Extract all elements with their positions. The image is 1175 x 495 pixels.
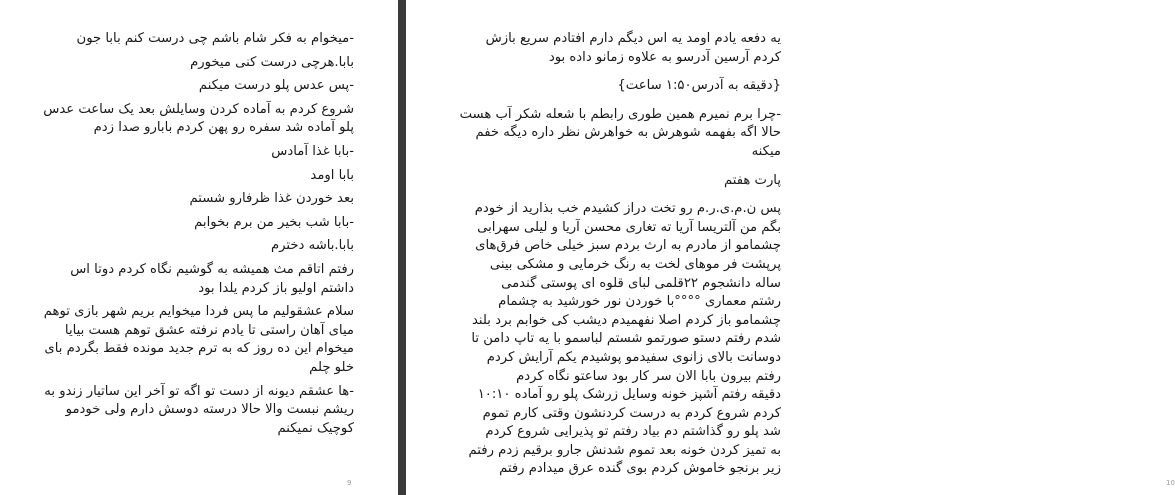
paragraph [20, 30, 354, 49]
text-line: بابا اومد [310, 167, 354, 183]
text-line: شروع کردم به آماده کردن وسایلش بعد یک ساعت عدس [43, 101, 354, 117]
text-line: -بابا شب بخیر من برم بخوابم [194, 214, 354, 230]
paragraph [440, 30, 781, 67]
text-line: -بابا غذا آمادس [271, 143, 354, 159]
left-page-number: 9 [347, 479, 352, 487]
text-line: زیر برنجو خاموش کردم بوی گنده عرق میدادم رفتم [499, 461, 781, 477]
text-line: شدم رفتم دستو صورتمو شستم لباسمو با یه تاپ دامن تا [471, 331, 781, 347]
paragraph [440, 172, 781, 191]
text-line: ریشم نبست والا حالا درسته دوسش دارم ولی خودمو [65, 402, 354, 418]
left-page-text [20, 30, 354, 438]
paragraph [20, 101, 354, 138]
paragraph [440, 77, 781, 96]
text-line: -پس عدس پلو درست میکنم [198, 78, 354, 94]
text-line: خلو چلم [309, 359, 354, 375]
paragraph [20, 383, 354, 439]
text-line: کردم شروع کردم به درست کردنشون وقتی کارم تموم [482, 405, 781, 421]
paragraph [20, 143, 354, 162]
text-line: بعد خوردن غذا ظرفارو شستم [189, 191, 354, 207]
paragraph [20, 237, 354, 256]
text-line: سلام عشقولیم ما پس فردا میخوایم بریم شهر بازی توهم [43, 304, 354, 320]
text-line: -ها عشقم دیونه از دست تو اگه تو آخر این ساتیار زندو به [44, 383, 354, 399]
text-line: -چرا برم نمیرم همین طوری رابطم با شعله شکر آب هست [459, 106, 781, 122]
right-page [406, 0, 1175, 495]
text-line: میای آهان راستی تا یادم نرفته عشق توهم هست بیایا [64, 322, 354, 338]
text-line: چشمامو باز کردم اصلا نفهمیدم دیشب کی خوابم برد بلند [471, 312, 781, 328]
text-line: شد پلو رو گذاشتم دم بیاد رفتم تو پذیرایی شروع کردم [485, 424, 781, 440]
paragraph [20, 167, 354, 186]
text-line: بابا.هرچی درست کنی میخورم [190, 54, 354, 70]
paragraph [20, 303, 354, 377]
text-line: بگم من آلتریسا آریا ته تغاری محسن آریا و لیلی سهرابی [477, 219, 781, 235]
paragraph [20, 214, 354, 233]
text-line: پلو آماده شد سفره رو پهن کردم بابارو صدا زدم [93, 120, 354, 136]
paragraph [20, 261, 354, 298]
left-page [0, 0, 398, 495]
text-line: {دقیقه به آدرس۱:۵۰ ساعت} [617, 78, 781, 94]
text-line: کردم آرسین آدرسو به علاوه زمانو داده بود [548, 49, 781, 65]
text-line: یه دفعه یادم اومد یه اس دیگم دارم افتادم سریع بازش [485, 31, 781, 46]
text-line: پرپشت فر موهای لخت به رنگ خرمایی و مشکی بینی [489, 256, 781, 272]
text-line: داشتم اولیو باز کردم یلدا بود [198, 280, 354, 296]
text-line: میخوام این ده روز که به ترم جدید مونده فقط بگردم بای [44, 341, 354, 357]
paragraph [20, 190, 354, 209]
text-line: چشمامو از مادرم به ارث بردم سبز خیلی خاص فرق‌های [475, 238, 781, 254]
text-line: حالا اگه بفهمه شوهرش به خواهرش نظر داره دیگه خفم [475, 125, 781, 141]
text-line: پس ن.م.ی.ر.م رو تخت دراز کشیدم خب بذارید از خودم [474, 201, 781, 217]
page-gutter [398, 0, 406, 495]
text-line: رفتم بیرون بابا الان سر کار بود ساعتو نگاه کردم [516, 368, 781, 384]
text-line: ساله دانشجوم ۲۲قلمی لبای قلوه ای پوستی گندمی [501, 275, 781, 291]
paragraph [440, 200, 781, 479]
text-line: دقیقه رفتم آشپز خونه وسایل زرشک پلو رو آماده ۱۰:۱۰ [477, 387, 781, 403]
text-line: بابا.باشه دخترم [270, 238, 354, 254]
text-line: رشتم معماری °°°°با خوردن نور خورشید به چشمام [498, 294, 781, 310]
paragraph [20, 77, 354, 96]
text-line: -میخوام به فکر شام باشم چی درست کنم بابا جون [76, 31, 354, 46]
text-line: پارت هفتم [723, 172, 781, 188]
right-page-number: 10 [1166, 479, 1175, 487]
text-line: به تمیز کردن خونه بعد تموم شدنش جارو برقیم زدم رفتم [468, 442, 781, 458]
right-page-text [440, 30, 781, 479]
paragraph [440, 106, 781, 162]
paragraph [20, 54, 354, 73]
text-line: دوسانت بالای زانوی سفیدمو پوشیدم یکم آرایش کردم [486, 349, 781, 365]
text-line: کوچیک نمیکنم [277, 420, 354, 436]
text-line: رفتم اتاقم مث همیشه به گوشیم نگاه کردم دوتا اس [70, 261, 354, 277]
text-line: میکنه [751, 143, 781, 159]
